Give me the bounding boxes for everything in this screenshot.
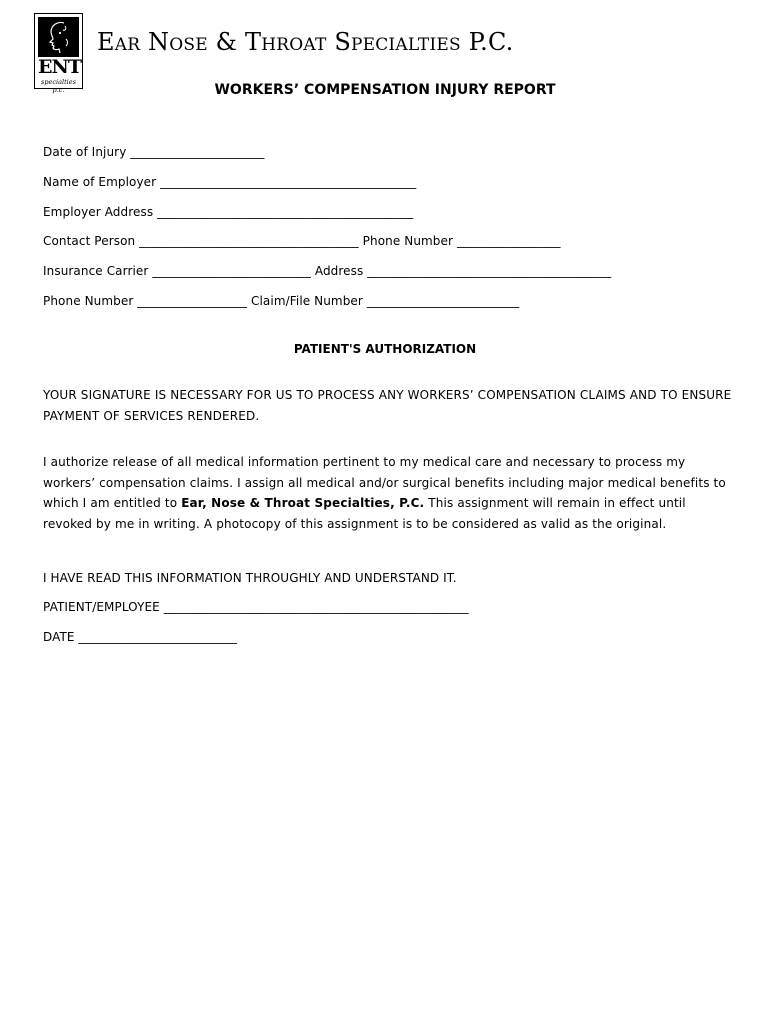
signature-notice: YOUR SIGNATURE IS NECESSARY FOR US TO PROCESS ANY WORKERS’ COMPENSATION CLAIMS AND TO ENSURE PAYMENT OF SERVICES RENDERED. xyxy=(43,388,732,423)
practice-name-bold: Ear, Nose & Throat Specialties, P.C. xyxy=(181,496,425,510)
profile-silhouette-icon xyxy=(38,17,79,57)
date-of-injury-field[interactable]: Date of Injury ______________________ xyxy=(43,145,265,159)
authorization-heading: PATIENT'S AUTHORIZATION xyxy=(293,342,477,356)
company-name: Ear Nose & Throat Specialties P.C. xyxy=(97,28,514,56)
logo-ent-text: ENT xyxy=(38,56,81,78)
acknowledgement-text: I HAVE READ THIS INFORMATION THROUGHLY AND UNDERSTAND IT. xyxy=(43,571,457,585)
logo-subtext: specialties p.c. xyxy=(41,78,76,94)
date-signature-field[interactable]: DATE __________________________ xyxy=(43,630,238,644)
employer-name-field[interactable]: Name of Employer __________________________________________ xyxy=(43,175,417,189)
phone-claim-number-field[interactable]: Phone Number __________________ Claim/File Number _________________________ xyxy=(43,294,520,308)
employer-address-field[interactable]: Employer Address __________________________________________ xyxy=(43,205,414,219)
ent-logo xyxy=(34,13,83,94)
authorization-text-end: This assignment will remain in effect until revoked by me in writing. A photocopy of this assignment is to be considered as valid as the original. xyxy=(43,496,686,531)
form-title: WORKERS’ COMPENSATION INJURY REPORT xyxy=(214,82,556,98)
insurance-carrier-address-field[interactable]: Insurance Carrier __________________________ Address ________________________________________ xyxy=(43,264,612,278)
patient-signature-field[interactable]: PATIENT/EMPLOYEE __________________________________________________ xyxy=(43,600,469,614)
authorization-paragraph xyxy=(43,452,733,534)
authorization-text-start: I authorize release of all medical information pertinent to my medical care and necessary to process my workers’ compensation claims. I assign all medical and/or surgical benefits including major medical benefits to which I am entitled to xyxy=(43,455,726,510)
contact-person-phone-field[interactable]: Contact Person ____________________________________ Phone Number _________________ xyxy=(43,234,561,248)
